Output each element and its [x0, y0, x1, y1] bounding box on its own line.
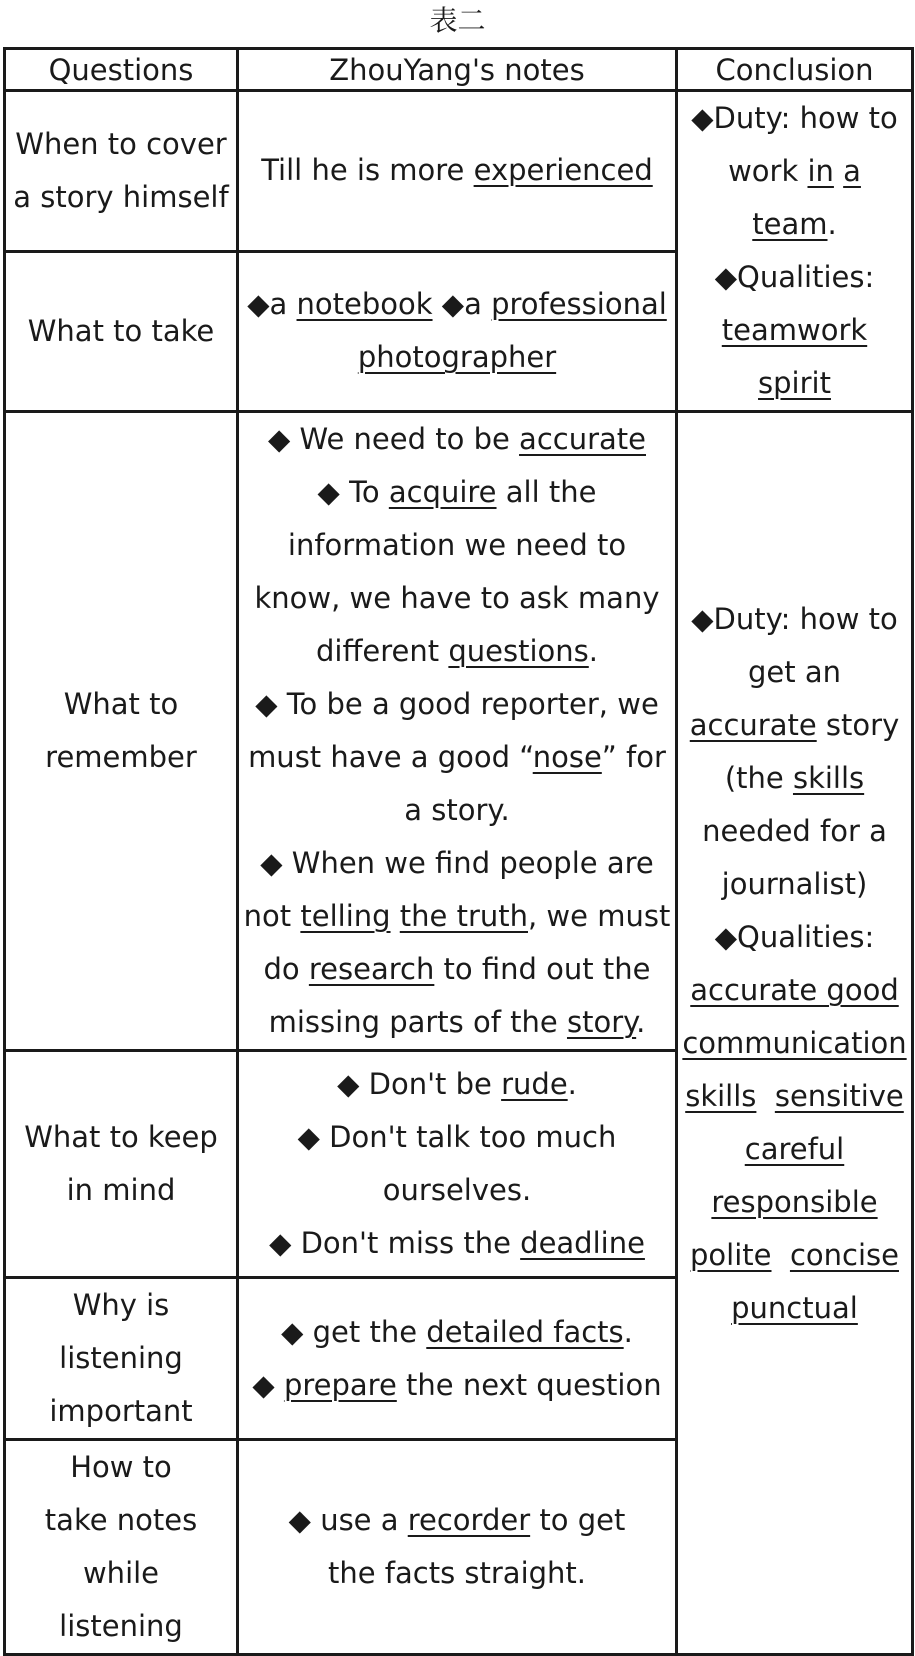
conclusion-cell: ◆Duty: how to work in a team. ◆Qualities: teamwork spirit	[677, 91, 913, 412]
answer-blank: polite	[690, 1238, 772, 1272]
header-questions: Questions	[5, 49, 238, 91]
header-conclusion: Conclusion	[677, 49, 913, 91]
answer-blank: communication	[682, 1026, 907, 1060]
answer-blank: accurate good	[690, 973, 899, 1007]
question-cell: What to take	[5, 251, 238, 412]
answer-blank: acquire	[388, 475, 497, 509]
answer-blank: punctual	[731, 1291, 858, 1325]
answer-blank: concise	[789, 1238, 899, 1272]
answer-blank: story	[566, 1005, 637, 1039]
answer-blank: research	[308, 952, 435, 986]
answer-blank: skills	[792, 761, 865, 795]
answer-blank: the truth	[399, 899, 528, 933]
header-notes: ZhouYang's notes	[238, 49, 677, 91]
conclusion-cell: ◆Duty: how to get an accurate story (the skills needed for a journalist) ◆Qualities: accurate good communication skills sensitive careful responsible polite concise punctual	[677, 412, 913, 1655]
notes-cell: Till he is more experienced	[238, 91, 677, 252]
notes-cell: ◆ use a recorder to get the facts straight.	[238, 1440, 677, 1655]
answer-blank: sensitive	[774, 1079, 904, 1113]
answer-blank: a team	[752, 154, 861, 241]
answer-blank: careful	[744, 1132, 845, 1166]
table-title: 表二	[429, 4, 486, 37]
answer-blank: professional photographer	[357, 287, 667, 375]
answer-blank: skills	[685, 1079, 757, 1113]
answer-blank: in	[807, 154, 834, 188]
answer-blank: detailed facts	[426, 1314, 624, 1349]
question-cell: How to take notes while listening	[5, 1440, 238, 1655]
answer-blank: teamwork spirit	[721, 313, 868, 400]
notes-cell: ◆ get the detailed facts. ◆ prepare the next question	[238, 1278, 677, 1440]
question-cell: What to keep in mind	[5, 1051, 238, 1278]
answer-blank: notebook	[296, 287, 433, 322]
answer-blank: telling	[300, 899, 391, 933]
notes-cell: ◆a notebook ◆a professional photographer	[238, 251, 677, 412]
question-cell: What to remember	[5, 412, 238, 1051]
header-row	[5, 49, 913, 91]
notes-cell: ◆ Don't be rude. ◆ Don't talk too much ourselves. ◆ Don't miss the deadline	[238, 1051, 677, 1278]
answer-blank: prepare	[283, 1367, 397, 1402]
answer-blank: rude	[501, 1067, 568, 1101]
answer-blank: nose	[532, 740, 602, 774]
table-row	[5, 91, 913, 252]
notes-cell: ◆ We need to be accurate ◆ To acquire all the information we need to know, we have to ask many different questions. ◆ To be a good reporter, we must have a good “nose” for a story. ◆ When we find people are not telling the truth, we must do research to find out the missing parts of the story.	[238, 412, 677, 1051]
notes-table	[3, 47, 914, 1656]
answer-blank: accurate	[519, 422, 646, 456]
answer-blank: deadline	[520, 1226, 645, 1260]
table-row	[5, 412, 913, 1051]
answer-blank: experienced	[473, 153, 653, 188]
answer-blank: responsible	[711, 1185, 878, 1219]
answer-blank: recorder	[407, 1503, 531, 1537]
question-cell: When to cover a story himself	[5, 91, 238, 252]
question-cell: Why is listening important	[5, 1278, 238, 1440]
answer-blank: accurate	[689, 708, 817, 742]
answer-blank: questions	[448, 634, 589, 668]
